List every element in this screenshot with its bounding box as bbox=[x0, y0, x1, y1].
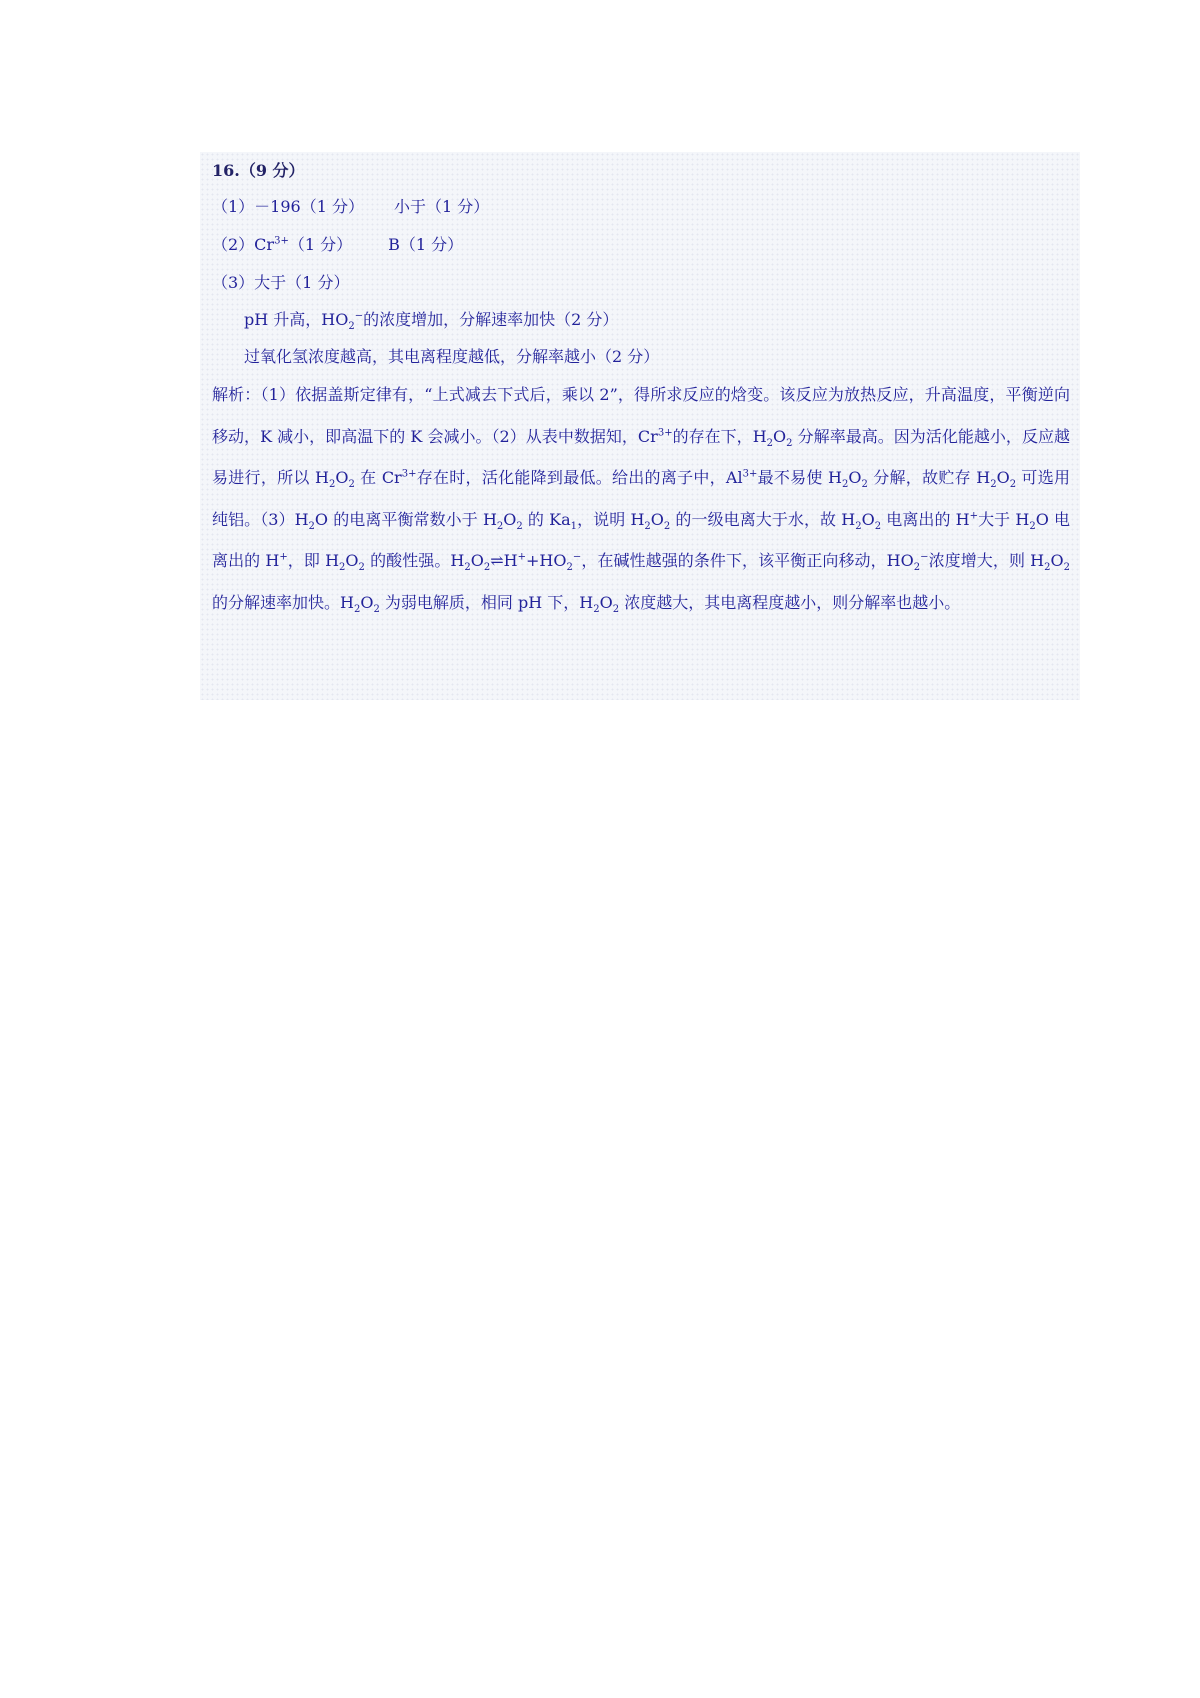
analysis-text: 可选用纯铝。（3）H bbox=[212, 468, 1070, 529]
analysis-text: O bbox=[503, 509, 517, 529]
answer-line-3-reason-2: 过氧化氢浓度越高，其电离程度越低，分解率越小（2 分） bbox=[244, 347, 660, 366]
answer-line-3-reason-1 bbox=[244, 309, 618, 331]
analysis-sub: 2 bbox=[663, 520, 671, 532]
analysis-sub: 2 bbox=[353, 603, 361, 615]
analysis-text: O bbox=[1050, 551, 1064, 570]
analysis-text: ，说明 H bbox=[577, 509, 645, 529]
equilibrium-arrow: ⇌H bbox=[490, 551, 518, 570]
answer-scan-region bbox=[200, 152, 1080, 700]
analysis-sup: 3+ bbox=[742, 468, 758, 480]
analysis-text: 的分解速率加快。H bbox=[212, 592, 354, 612]
analysis-sub: 2 bbox=[308, 520, 315, 532]
analysis-text: 最不易使 H bbox=[757, 468, 843, 487]
analysis-text: O bbox=[650, 509, 664, 529]
analysis-sub: 2 bbox=[786, 437, 793, 449]
analysis-sub: 2 bbox=[612, 603, 620, 615]
answer-2a-text: （2）Cr bbox=[212, 235, 275, 254]
analysis-sub: 2 bbox=[483, 562, 491, 574]
analysis-text: 的酸性强。H bbox=[364, 551, 465, 570]
analysis-text: 分解，故贮存 H bbox=[867, 468, 991, 487]
analysis-sub: 2 bbox=[358, 562, 365, 574]
analysis-text: O 的电离平衡常数小于 H bbox=[314, 509, 497, 529]
analysis-text: O bbox=[996, 468, 1010, 487]
analysis-sub: 2 bbox=[1009, 479, 1017, 491]
analysis-sup: 3+ bbox=[657, 427, 673, 439]
analysis-text: 存在时，活化能降到最低。给出的离子中，Al bbox=[416, 468, 743, 487]
analysis-sub: 2 bbox=[874, 520, 882, 532]
analysis-sub: 2 bbox=[644, 520, 651, 532]
analysis-text: O bbox=[861, 509, 875, 529]
reason-1-text: pH 升高，HO bbox=[244, 310, 349, 329]
analysis-sub: 2 bbox=[1063, 562, 1070, 574]
analysis-text: 电离出的 H bbox=[881, 509, 970, 529]
answer-1a: （1）－196（1 分） bbox=[212, 197, 364, 216]
analysis-text: O bbox=[470, 551, 484, 570]
analysis-text: ，即 H bbox=[287, 551, 340, 570]
analysis-sub: 2 bbox=[1029, 520, 1036, 532]
answer-1b: 小于（1 分） bbox=[394, 197, 490, 216]
analysis-sub: 2 bbox=[328, 479, 336, 491]
analysis-sub: 2 bbox=[990, 479, 997, 491]
analysis-text: O bbox=[599, 592, 613, 612]
analysis-sub: 2 bbox=[1044, 562, 1051, 574]
analysis-sub: 2 bbox=[496, 520, 504, 532]
reason-1-sub: 2 bbox=[348, 321, 355, 333]
analysis-sub: 2 bbox=[593, 603, 600, 615]
analysis-paragraph bbox=[212, 374, 1070, 623]
answer-2b: B（1 分） bbox=[388, 235, 464, 254]
reason-1-sup: − bbox=[354, 310, 364, 322]
analysis-text: 浓度增大，则 H bbox=[928, 551, 1045, 570]
analysis-sub: 2 bbox=[566, 562, 573, 574]
analysis-text: O bbox=[345, 551, 359, 570]
analysis-sub: 2 bbox=[842, 479, 849, 491]
analysis-text: 的一级电离大于水，故 H bbox=[670, 509, 856, 529]
answer-line-1 bbox=[212, 196, 489, 218]
analysis-text: O bbox=[360, 592, 374, 612]
analysis-sub: 2 bbox=[913, 562, 921, 574]
reason-1-tail: 的浓度增加，分解速率加快（2 分） bbox=[363, 310, 619, 329]
analysis-sub: 2 bbox=[855, 520, 862, 532]
answer-2a-score: （1 分） bbox=[288, 235, 353, 254]
analysis-text: 为弱电解质，相同 pH 下，H bbox=[379, 592, 594, 612]
analysis-text: 分解率最高。因为活化能越小，反应越易进行，所以 H bbox=[212, 426, 1070, 487]
analysis-sup: + bbox=[969, 510, 979, 522]
analysis-text: 在 Cr bbox=[354, 468, 402, 487]
analysis-sub: 2 bbox=[861, 479, 868, 491]
analysis-text: 大于 H bbox=[978, 509, 1030, 529]
analysis-text: +HO bbox=[526, 551, 567, 570]
answer-line-3: （3）大于（1 分） bbox=[212, 273, 350, 292]
analysis-sub: 2 bbox=[348, 479, 355, 491]
analysis-sub: 2 bbox=[766, 437, 774, 449]
analysis-sub: 2 bbox=[339, 562, 346, 574]
analysis-sub: 2 bbox=[516, 520, 523, 532]
analysis-text: 浓度越大，其电离程度越小，则分解率也越小。 bbox=[619, 592, 961, 612]
analysis-sub: 2 bbox=[464, 562, 471, 574]
analysis-text: O bbox=[848, 468, 862, 487]
analysis-sub: 1 bbox=[570, 520, 578, 532]
answer-2a-charge: 3+ bbox=[274, 235, 289, 247]
analysis-text: ，在碱性越强的条件下，该平衡正向移动，HO bbox=[581, 551, 914, 570]
analysis-text: O bbox=[773, 426, 787, 446]
analysis-text: 的存在下，H bbox=[672, 426, 767, 446]
analysis-sub: 2 bbox=[373, 603, 380, 615]
question-title: 16.（9 分） bbox=[212, 161, 305, 180]
analysis-sup: − bbox=[572, 551, 582, 563]
answer-line-2 bbox=[212, 234, 463, 256]
analysis-sup: + bbox=[279, 551, 288, 563]
analysis-text: 的 Ka bbox=[522, 509, 571, 529]
analysis-text: O bbox=[335, 468, 349, 487]
analysis-text: O 电离出的 H bbox=[212, 509, 1070, 570]
analysis-sup: − bbox=[920, 551, 929, 563]
analysis-sup: 3+ bbox=[401, 468, 417, 480]
analysis-text: 解析：（1）依据盖斯定律有，“上式减去下式后，乘以 2”，得所求反应的焓变。该反应为放热反应，升高温度，平衡逆向移动，K 减小，即高温下的 K 会减小。（2）从表中数据知，Cr bbox=[212, 385, 1070, 446]
analysis-sup: + bbox=[517, 551, 527, 563]
